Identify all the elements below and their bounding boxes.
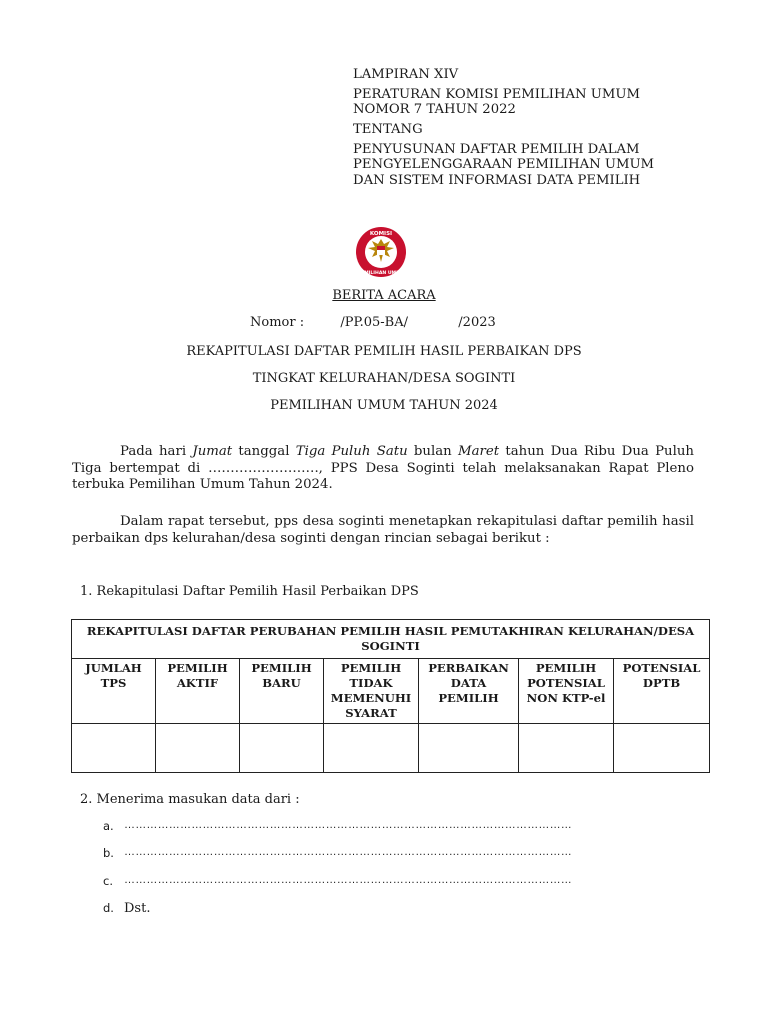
table-row xyxy=(72,724,710,773)
peraturan-label: PERATURAN KOMISI PEMILIHAN UMUM xyxy=(353,87,640,102)
second-paragraph: Dalam rapat tersebut, pps desa soginti menetapkan rekapitulasi daftar pemilih hasil perbaikan dps kelurahan/desa soginti dengan rincian sebagai berikut : xyxy=(72,514,694,546)
nomor-value-1: /PP.05-BA/ xyxy=(340,315,409,330)
col-pemilih-tms: PEMILIH TIDAK MEMENUHI SYARAT xyxy=(324,659,419,724)
nomor-line xyxy=(250,315,496,330)
input-c-dots[interactable]: ………………………………………………………………………………………………………… xyxy=(124,874,572,886)
col-potensial-dptb: POTENSIAL DPTB xyxy=(614,659,710,724)
input-a-dots[interactable]: ………………………………………………………………………………………………………… xyxy=(124,819,572,831)
kpu-logo-icon xyxy=(352,226,410,278)
para1-tanggal: Tiga Puluh Satu xyxy=(295,444,408,459)
judul-line-1: PENYUSUNAN DAFTAR PEMILIH DALAM xyxy=(353,142,640,157)
col-pemilih-aktif: PEMILIH AKTIF xyxy=(156,659,240,724)
lampiran-label: LAMPIRAN XIV xyxy=(353,67,459,82)
input-c-label: c. xyxy=(103,874,113,888)
input-b-dots[interactable]: ………………………………………………………………………………………………………… xyxy=(124,846,572,858)
cell-potensial-dptb[interactable] xyxy=(614,724,710,773)
input-b-label: b. xyxy=(103,846,114,860)
title-line-3: PEMILIHAN UMUM TAHUN 2024 xyxy=(270,398,498,413)
title-line-1: REKAPITULASI DAFTAR PEMILIH HASIL PERBAIKAN DPS xyxy=(186,344,582,359)
para1-hari: Jumat xyxy=(192,444,233,459)
para1-text-3: bulan xyxy=(407,444,459,459)
berita-acara-title: BERITA ACARA xyxy=(332,288,436,303)
para1-bulan: Maret xyxy=(458,444,500,459)
para1-text-1: Pada hari xyxy=(120,444,193,459)
col-perbaikan-data: PERBAIKAN DATA PEMILIH xyxy=(419,659,519,724)
cell-jumlah-tps[interactable] xyxy=(72,724,156,773)
cell-pemilih-baru[interactable] xyxy=(240,724,324,773)
logo-bottom-text: PEMILIHAN UMUM xyxy=(357,271,405,276)
input-a-label: a. xyxy=(103,819,114,833)
logo-top-text: KOMISI xyxy=(369,231,393,237)
input-d-label: d. xyxy=(103,901,114,915)
title-line-2: TINGKAT KELURAHAN/DESA SOGINTI xyxy=(252,371,516,386)
cell-perbaikan-data[interactable] xyxy=(419,724,519,773)
col-jumlah-tps: JUMLAH TPS xyxy=(72,659,156,724)
para1-text-2: tanggal xyxy=(232,444,296,459)
judul-line-2: PENGYELENGGARAAN PEMILIHAN UMUM xyxy=(353,157,655,172)
opening-paragraph xyxy=(72,444,694,494)
nomor-label: Nomor : xyxy=(250,315,305,330)
judul-line-3: DAN SISTEM INFORMASI DATA PEMILIH xyxy=(353,173,641,188)
input-d-text: Dst. xyxy=(124,901,151,916)
nomor-peraturan: NOMOR 7 TAHUN 2022 xyxy=(353,102,516,117)
col-pemilih-baru: PEMILIH BARU xyxy=(240,659,324,724)
cell-pemilih-aktif[interactable] xyxy=(156,724,240,773)
cell-pemilih-tms[interactable] xyxy=(324,724,419,773)
col-potensial-non-ktp: PEMILIH POTENSIAL NON KTP-el xyxy=(519,659,614,724)
rekap-table xyxy=(71,619,710,773)
table-title: REKAPITULASI DAFTAR PERUBAHAN PEMILIH HASIL PEMUTAKHIRAN KELURAHAN/DESA SOGINTI xyxy=(72,620,710,659)
para1-text-4: tahun Dua Ribu Dua Puluh Tiga bertempat di ……………………., PPS Desa Soginti telah melaksanakan Rapat Pleno terbuka Pemilihan Umum Tahun 2024. xyxy=(72,444,694,492)
cell-potensial-non-ktp[interactable] xyxy=(519,724,614,773)
section-1-heading: 1. Rekapitulasi Daftar Pemilih Hasil Perbaikan DPS xyxy=(80,584,419,599)
section-2-heading: 2. Menerima masukan data dari : xyxy=(80,792,300,807)
nomor-value-2: /2023 xyxy=(458,315,496,330)
tentang-label: TENTANG xyxy=(353,122,423,137)
